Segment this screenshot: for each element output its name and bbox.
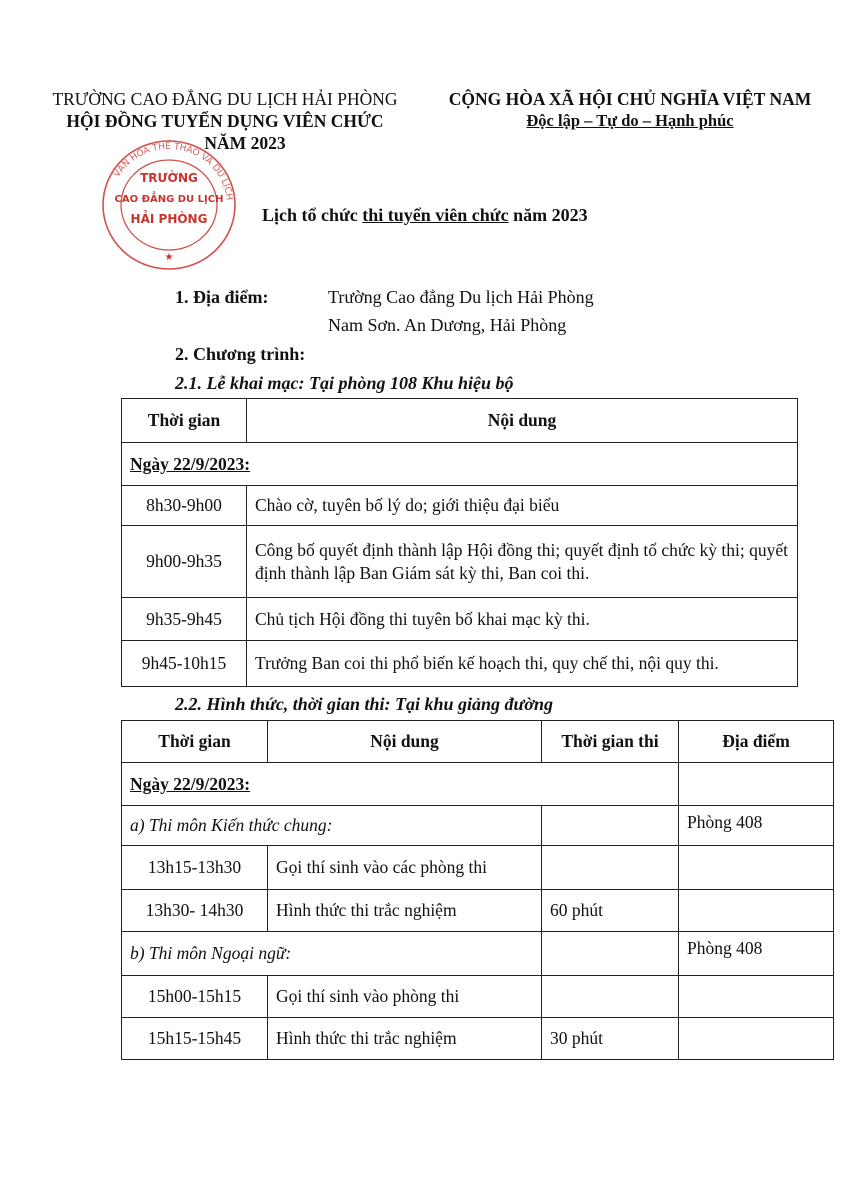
location-line1: Trường Cao đẳng Du lịch Hải Phòng (328, 287, 594, 307)
table-row: 15h15-15h45 Hình thức thi trắc nghiệm 30 phút (122, 1018, 834, 1060)
table-row: 9h45-10h15 Trưởng Ban coi thi phổ biến kế hoạch thi, quy chế thi, nội quy thi. (122, 641, 798, 687)
exam-schedule-table (121, 720, 834, 1060)
day-row: Ngày 22/9/2023: (122, 443, 798, 486)
table-row: 8h30-9h00 Chào cờ, tuyên bố lý do; giới thiệu đại biểu (122, 486, 798, 526)
location-label: 1. Địa điểm: (175, 287, 269, 307)
day-row: Ngày 22/9/2023: (122, 763, 834, 806)
section2-heading: 2.2. Hình thức, thời gian thi: Tại khu giảng đường (175, 694, 553, 714)
col-time-header: Thời gian (122, 399, 247, 443)
council-name: HỘI ĐỒNG TUYỂN DỤNG VIÊN CHỨC (66, 111, 384, 131)
svg-text:HẢI PHÒNG: HẢI PHÒNG (130, 212, 208, 226)
school-name: TRƯỜNG CAO ĐẲNG DU LỊCH HẢI PHÒNG (52, 89, 398, 109)
group-row: a) Thi môn Kiến thức chung: Phòng 408 (122, 806, 834, 846)
table-row: 9h00-9h35 Công bố quyết định thành lập Hội đồng thi; quyết định tổ chức kỳ thi; quyết định thành lập Ban Giám sát kỳ thi, Ban coi thi. (122, 526, 798, 598)
table-header-row (122, 399, 798, 443)
council-year: NĂM 2023 (204, 133, 286, 153)
location-line2: Nam Sơn. An Dương, Hải Phòng (328, 315, 567, 335)
col-place-header: Địa điểm (679, 721, 834, 763)
header-right (425, 88, 835, 132)
col-time-header: Thời gian (122, 721, 268, 763)
document-title: Lịch tổ chức thi tuyển viên chức năm 2023 (262, 205, 588, 225)
svg-text:CAO ĐẲNG DU LỊCH: CAO ĐẲNG DU LỊCH (114, 194, 224, 205)
col-content-header: Nội dung (247, 399, 798, 443)
table-row: 15h00-15h15 Gọi thí sinh vào phòng thi (122, 976, 834, 1018)
table-row: 13h15-13h30 Gọi thí sinh vào các phòng thi (122, 846, 834, 890)
col-duration-header: Thời gian thi (542, 721, 679, 763)
program-label: 2. Chương trình: (175, 344, 306, 364)
svg-text:★: ★ (164, 252, 174, 263)
table-row: 9h35-9h45 Chủ tịch Hội đồng thi tuyên bố khai mạc kỳ thi. (122, 598, 798, 641)
col-content-header: Nội dung (268, 721, 542, 763)
section1-heading: 2.1. Lễ khai mạc: Tại phòng 108 Khu hiệu bộ (175, 373, 514, 393)
national-title: CỘNG HÒA XÃ HỘI CHỦ NGHĨA VIỆT NAM (448, 89, 812, 109)
group-row: b) Thi môn Ngoại ngữ: Phòng 408 (122, 932, 834, 976)
svg-text:VĂN HÓA THỂ THAO VÀ DU LỊCH: VĂN HÓA THỂ THAO VÀ DU LỊCH (112, 141, 234, 201)
national-motto: Độc lập – Tự do – Hạnh phúc (526, 111, 734, 130)
svg-text:TRƯỜNG: TRƯỜNG (140, 171, 198, 185)
opening-ceremony-table (121, 398, 798, 687)
official-seal-stamp (100, 138, 238, 272)
table-header-row (122, 721, 834, 763)
table-row: 13h30- 14h30 Hình thức thi trắc nghiệm 60 phút (122, 890, 834, 932)
